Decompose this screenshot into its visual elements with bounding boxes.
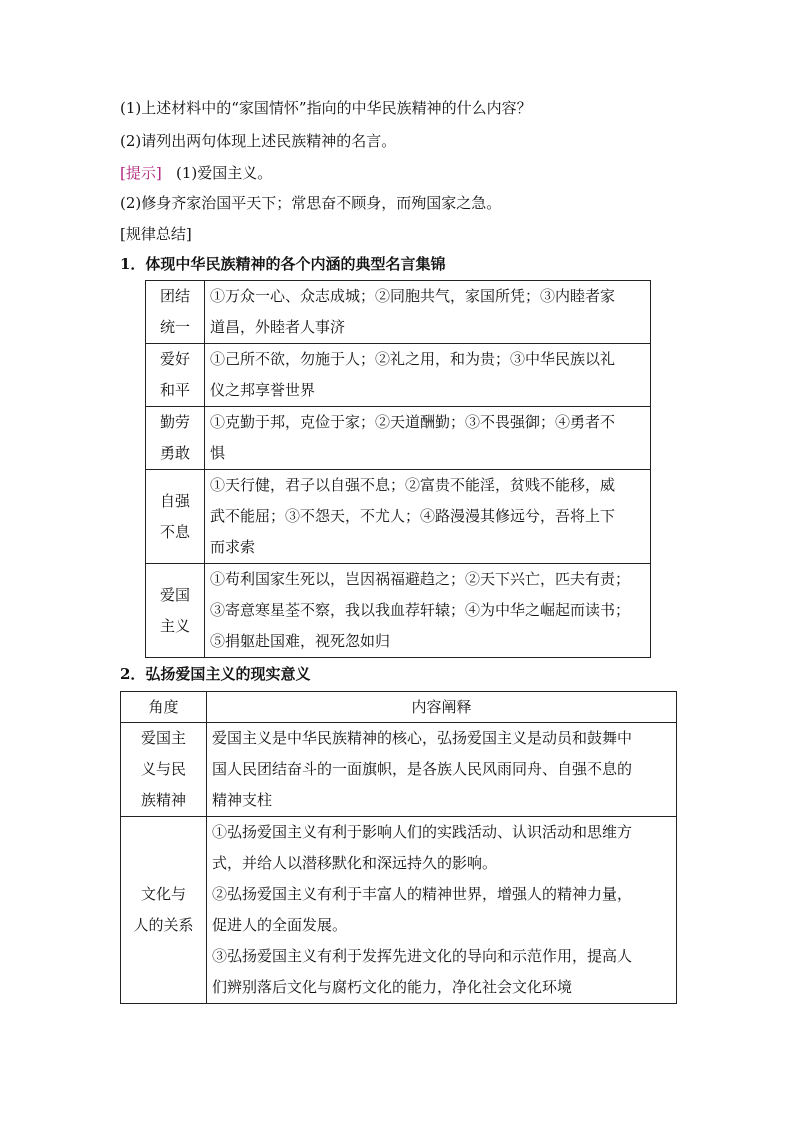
category-cell: 自强 不息 xyxy=(146,470,205,564)
table-row xyxy=(121,817,677,1004)
category-cell: 爱好 和平 xyxy=(146,344,205,407)
summary-tag: [规律总结] xyxy=(120,225,192,243)
header-content: 内容阐释 xyxy=(207,692,677,723)
hint-tag: [提示] xyxy=(120,164,162,182)
content-cell: ①弘扬爱国主义有利于影响人们的实践活动、认识活动和思维方 式，并给人以潜移默化和深远持久的影响。 ②弘扬爱国主义有利于丰富人的精神世界，增强人的精神力量， 促进人的全面发展。 ③弘扬爱国主义有利于发挥先进文化的导向和示范作用，提高人 们辨别落后文化与腐朽文化的能力，净化社会文化环境 xyxy=(207,817,677,1004)
table-row xyxy=(146,281,651,344)
significance-table xyxy=(120,691,677,1004)
category-cell: 文化与 人的关系 xyxy=(121,817,207,1004)
content-cell: 爱国主义是中华民族精神的核心，弘扬爱国主义是动员和鼓舞中 国人民团结奋斗的一面旗帜，是各族人民风雨同舟、自强不息的 精神支柱 xyxy=(207,723,677,817)
quotes-cell: ①天行健，君子以自强不息；②富贵不能淫，贫贱不能移，威 武不能屈；③不怨天，不尤人；④路漫漫其修远兮，吾将上下 而求索 xyxy=(205,470,651,564)
question-1: (1)上述材料中的“家国情怀”指向的中华民族精神的什么内容？ xyxy=(120,99,532,117)
table-row xyxy=(121,723,677,817)
answer-2: (2)修身齐家治国平天下；常思奋不顾身，而殉国家之急。 xyxy=(120,194,502,212)
section-1-title: 1．体现中华民族精神的各个内涵的典型名言集锦 xyxy=(120,255,446,273)
table-row xyxy=(146,407,651,470)
answer-1: (1)爱国主义。 xyxy=(176,164,273,182)
table-header-row xyxy=(121,692,677,723)
table-row xyxy=(146,344,651,407)
category-cell: 勤劳 勇敢 xyxy=(146,407,205,470)
category-cell: 团结 统一 xyxy=(146,281,205,344)
table-row xyxy=(146,470,651,564)
quotes-cell: ①克勤于邦，克俭于家；②天道酬勤；③不畏强御；④勇者不 惧 xyxy=(205,407,651,470)
quotes-cell: ①己所不欲，勿施于人；②礼之用，和为贵；③中华民族以礼 仪之邦享誉世界 xyxy=(205,344,651,407)
question-2: (2)请列出两句体现上述民族精神的名言。 xyxy=(120,132,397,150)
hint-line xyxy=(120,163,272,183)
table-row xyxy=(146,564,651,658)
category-cell: 爱国 主义 xyxy=(146,564,205,658)
quotes-table xyxy=(145,280,651,658)
section-2-title: 2．弘扬爱国主义的现实意义 xyxy=(120,665,311,683)
quotes-cell: ①万众一心、众志成城；②同胞共气，家国所凭；③内睦者家 道昌，外睦者人事济 xyxy=(205,281,651,344)
header-angle: 角度 xyxy=(121,692,207,723)
quotes-cell: ①苟利国家生死以，岂因祸福避趋之；②天下兴亡，匹夫有责； ③寄意寒星荃不察，我以我血荐轩辕；④为中华之崛起而读书； ⑤捐躯赴国难，视死忽如归 xyxy=(205,564,651,658)
category-cell: 爱国主 义与民 族精神 xyxy=(121,723,207,817)
